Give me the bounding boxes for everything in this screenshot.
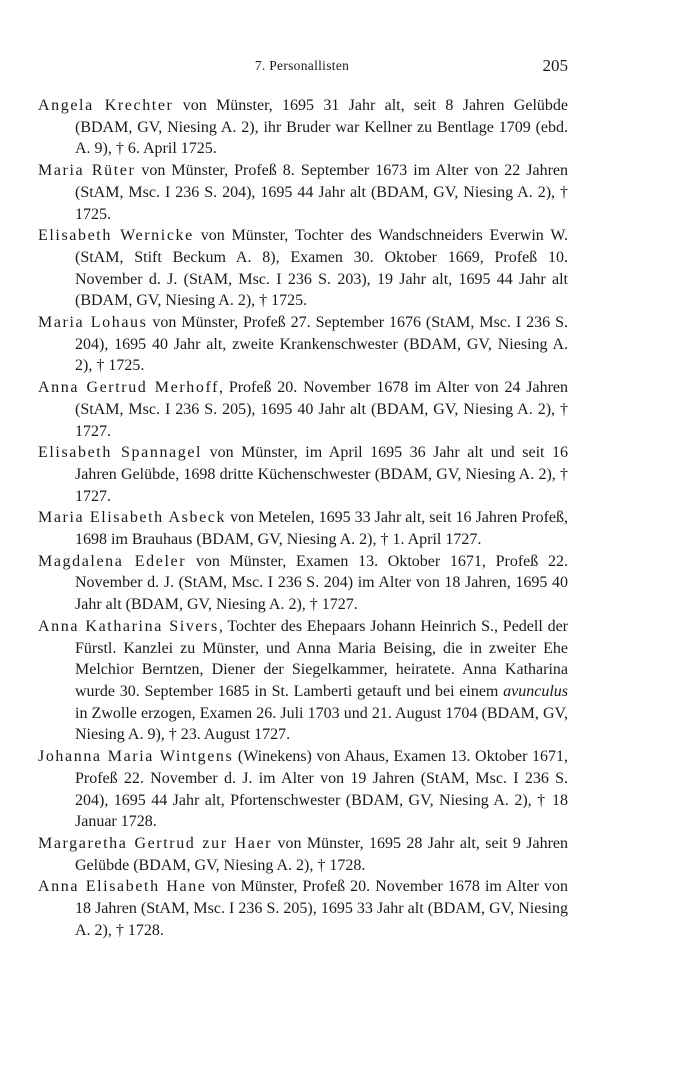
entry-text-continued: in Zwolle erzogen, Examen 26. Juli 1703 und 21. August 1704 (BDAM, GV, Niesing A. 9), † 23. August 1727.: [75, 704, 568, 744]
page-number: 205: [542, 56, 568, 75]
list-item: [38, 876, 568, 941]
list-item: [38, 833, 568, 876]
entry-name: Margaretha Gertrud zur Haer: [38, 834, 273, 852]
entry-name: Anna Katharina Sivers: [38, 617, 219, 635]
entry-text: , Tochter des Ehepaars Johann Heinrich S., Pedell der Fürstl. Kanzlei zu Münster, und Anna Maria Beising, die in zweiter Ehe Melchior Berntzen, Diener der Siegelkammer, heiratete. Anna Katharina wurde 30. September 1685 in St. Lamberti getauft und bei einem: [75, 617, 568, 700]
entry-name: Magdalena Edeler: [38, 552, 187, 570]
list-item: [38, 616, 568, 746]
entry-text: von Münster, Profeß 8. September 1673 im Alter von 22 Jahren (StAM, Msc. I 236 S. 204), 1695 44 Jahr alt (BDAM, GV, Niesing A. 2), † 1725.: [75, 162, 568, 223]
entry-name: Elisabeth Wernicke: [38, 227, 194, 245]
entry-name: Maria Lohaus: [38, 314, 148, 332]
entry-name: Anna Elisabeth Hane: [38, 878, 207, 896]
entry-text: von Münster, Profeß 20. November 1678 im Alter von 18 Jahren (StAM, Msc. I 236 S. 205), 1695 33 Jahr alt (BDAM, GV, Niesing A. 2), † 1728.: [75, 878, 568, 939]
entry-text: von Münster, 1695 28 Jahr alt, seit 9 Jahren Gelübde (BDAM, GV, Niesing A. 2), † 1728.: [75, 834, 569, 874]
entry-text: von Münster, Profeß 27. September 1676 (StAM, Msc. I 236 S. 204), 1695 40 Jahr alt, zweite Krankenschwester (BDAM, GV, Niesing A. 2), † 1725.: [75, 314, 568, 375]
entry-name: Maria Rüter: [38, 162, 136, 180]
list-item: [38, 312, 568, 377]
list-item: [38, 551, 568, 616]
entry-name: Johanna Maria Wintgens: [38, 748, 234, 766]
entry-text: von Metelen, 1695 33 Jahr alt, seit 16 Jahren Profeß, 1698 im Brauhaus (BDAM, GV, Niesing A. 2), † 1. April 1727.: [75, 509, 569, 549]
list-item: [38, 225, 568, 312]
entry-text: von Münster, im April 1695 36 Jahr alt und seit 16 Jahren Gelübde, 1698 dritte Küchenschwester (BDAM, GV, Niesing A. 2), † 1727.: [75, 444, 568, 505]
entry-text: von Münster, Examen 13. Oktober 1671, Profeß 22. November d. J. (StAM, Msc. I 236 S. 204) im Alter von 18 Jahren, 1695 40 Jahr alt (BDAM, GV, Niesing A. 2), † 1727.: [75, 552, 568, 614]
list-item: [38, 377, 568, 442]
list-item: [38, 95, 568, 160]
entry-name: Angela Krechter: [38, 97, 174, 114]
entry-name: Elisabeth Spannagel: [38, 444, 203, 462]
list-item: [38, 442, 568, 507]
list-item: [38, 507, 568, 550]
personnel-list: [38, 95, 568, 941]
list-item: [38, 746, 568, 833]
entry-name: Anna Gertrud Merhoff: [38, 379, 220, 397]
entry-text: von Münster, 1695 31 Jahr alt, seit 8 Jahren Gelübde (BDAM, GV, Niesing A. 2), ihr Bruder war Kellner zu Bentlage 1709 (ebd. A. 9), † 6. April 1725.: [75, 97, 568, 158]
entry-text: , Profeß 20. November 1678 im Alter von 24 Jahren (StAM, Msc. I 236 S. 205), 1695 40 Jahr alt (BDAM, GV, Niesing A. 2), † 1727.: [75, 379, 569, 440]
page-header: [36, 56, 568, 78]
running-head: 7. Personallisten: [254, 58, 350, 73]
entry-italic-term: avunculus: [503, 682, 568, 700]
list-item: [38, 160, 568, 225]
entry-text: (Winekens) von Ahaus, Examen 13. Oktober 1671, Profeß 22. November d. J. im Alter von 19 Jahren (StAM, Msc. I 236 S. 204), 1695 44 Jahr alt, Pfortenschwester (BDAM, GV, Niesing A. 2), † 18 Januar 1728.: [75, 748, 568, 831]
entry-name: Maria Elisabeth Asbeck: [38, 509, 227, 527]
entry-text: von Münster, Tochter des Wandschneiders Everwin W. (StAM, Stift Beckum A. 8), Examen 30. Oktober 1669, Profeß 10. November d. J. (StAM, Msc. I 236 S. 203), 19 Jahr alt, 1695 44 Jahr alt (BDAM, GV, Niesing A. 2), † 1725.: [75, 227, 568, 310]
